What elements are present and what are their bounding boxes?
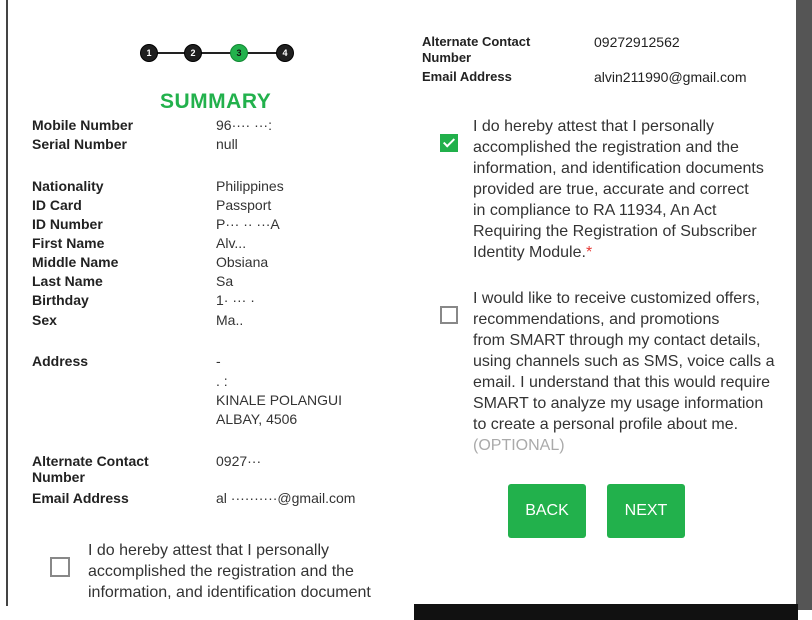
alt-contact-value: 09272912562	[594, 34, 680, 50]
alt-contact-label: Alternate Contact Number	[422, 34, 531, 65]
email-label: Email Address	[32, 490, 129, 506]
field-value: Obsiana	[216, 254, 269, 270]
attest-checkbox-left[interactable]	[50, 557, 70, 577]
summary-title: SUMMARY	[160, 90, 272, 113]
background-edge	[796, 0, 812, 610]
offers-checkbox[interactable]	[440, 306, 458, 324]
field-label: Mobile Number	[32, 117, 134, 133]
offers-line: to create a personal profile about me.	[473, 416, 739, 433]
left-divider	[6, 0, 8, 606]
field-label: ID Number	[32, 216, 103, 232]
step-1: 1	[140, 44, 158, 62]
field-label: ID Card	[32, 197, 82, 213]
offers-line: I would like to receive customized offers,	[473, 290, 760, 307]
field-label: Nationality	[32, 178, 104, 194]
step-3-active: 3	[230, 44, 248, 62]
field-value: 96···· ···:	[216, 117, 272, 133]
address-line: ALBAY, 4506	[216, 411, 298, 427]
field-label: First Name	[32, 235, 105, 251]
step-4: 4	[276, 44, 294, 62]
attest-line: I do hereby attest that I personally	[473, 118, 715, 135]
alt-contact-value: 0927···	[216, 453, 262, 469]
address-line: -	[216, 353, 221, 369]
field-label: Sex	[32, 312, 57, 328]
field-label: Serial Number	[32, 136, 127, 152]
attest-line: accomplished the registration and the	[473, 139, 739, 156]
right-screenshot-panel	[414, 0, 812, 610]
attest-last-line	[473, 242, 592, 263]
offers-line: using channels such as SMS, voice calls a	[473, 353, 775, 370]
attest-line: information, and identification document	[88, 584, 371, 601]
alt-contact-label: Alternate Contact Number	[32, 453, 149, 485]
attest-line: accomplished the registration and the	[88, 563, 354, 580]
address-line: KINALE POLANGUI	[216, 392, 343, 408]
attest-line: in compliance to RA 11934, An Act	[473, 202, 717, 219]
email-label: Email Address	[422, 69, 512, 84]
attest-line: Requiring the Registration of Subscriber	[473, 223, 757, 240]
offers-line: email. I understand that this would require	[473, 374, 771, 391]
field-label: Last Name	[32, 273, 103, 289]
offers-line: from SMART through my contact details,	[473, 332, 761, 349]
field-value: Ma..	[216, 312, 244, 328]
attest-line: I do hereby attest that I personally	[88, 542, 330, 559]
address-label: Address	[32, 353, 89, 369]
field-value: null	[216, 136, 238, 152]
field-label: Birthday	[32, 292, 89, 308]
field-value: Passport	[216, 197, 272, 213]
offers-line: SMART to analyze my usage information	[473, 395, 764, 412]
back-button[interactable]: BACK	[508, 484, 586, 538]
attest-line: Identity Module.	[473, 244, 586, 261]
field-value: Philippines	[216, 178, 284, 194]
progress-stepper	[140, 44, 292, 62]
background-bottom	[414, 604, 798, 620]
email-value: al ··········@gmail.com	[216, 490, 356, 506]
field-value: 1· ··· ·	[216, 292, 255, 308]
next-button[interactable]: NEXT	[607, 484, 685, 538]
stepper-line	[152, 52, 284, 54]
required-asterisk: *	[585, 244, 593, 261]
attest-line: provided are true, accurate and correct	[473, 181, 749, 198]
field-label: Middle Name	[32, 254, 119, 270]
field-value: Alv...	[216, 235, 247, 251]
offers-line: recommendations, and promotions	[473, 311, 720, 328]
field-value: Sa	[216, 273, 234, 289]
attest-line: information, and identification documents	[473, 160, 764, 177]
email-value: alvin211990@gmail.com	[594, 69, 747, 85]
field-value: P··· ·· ···A	[216, 216, 280, 232]
optional-label: (OPTIONAL)	[473, 437, 565, 454]
step-2: 2	[184, 44, 202, 62]
attest-checkbox[interactable]	[440, 134, 458, 152]
address-line: . :	[216, 373, 228, 389]
